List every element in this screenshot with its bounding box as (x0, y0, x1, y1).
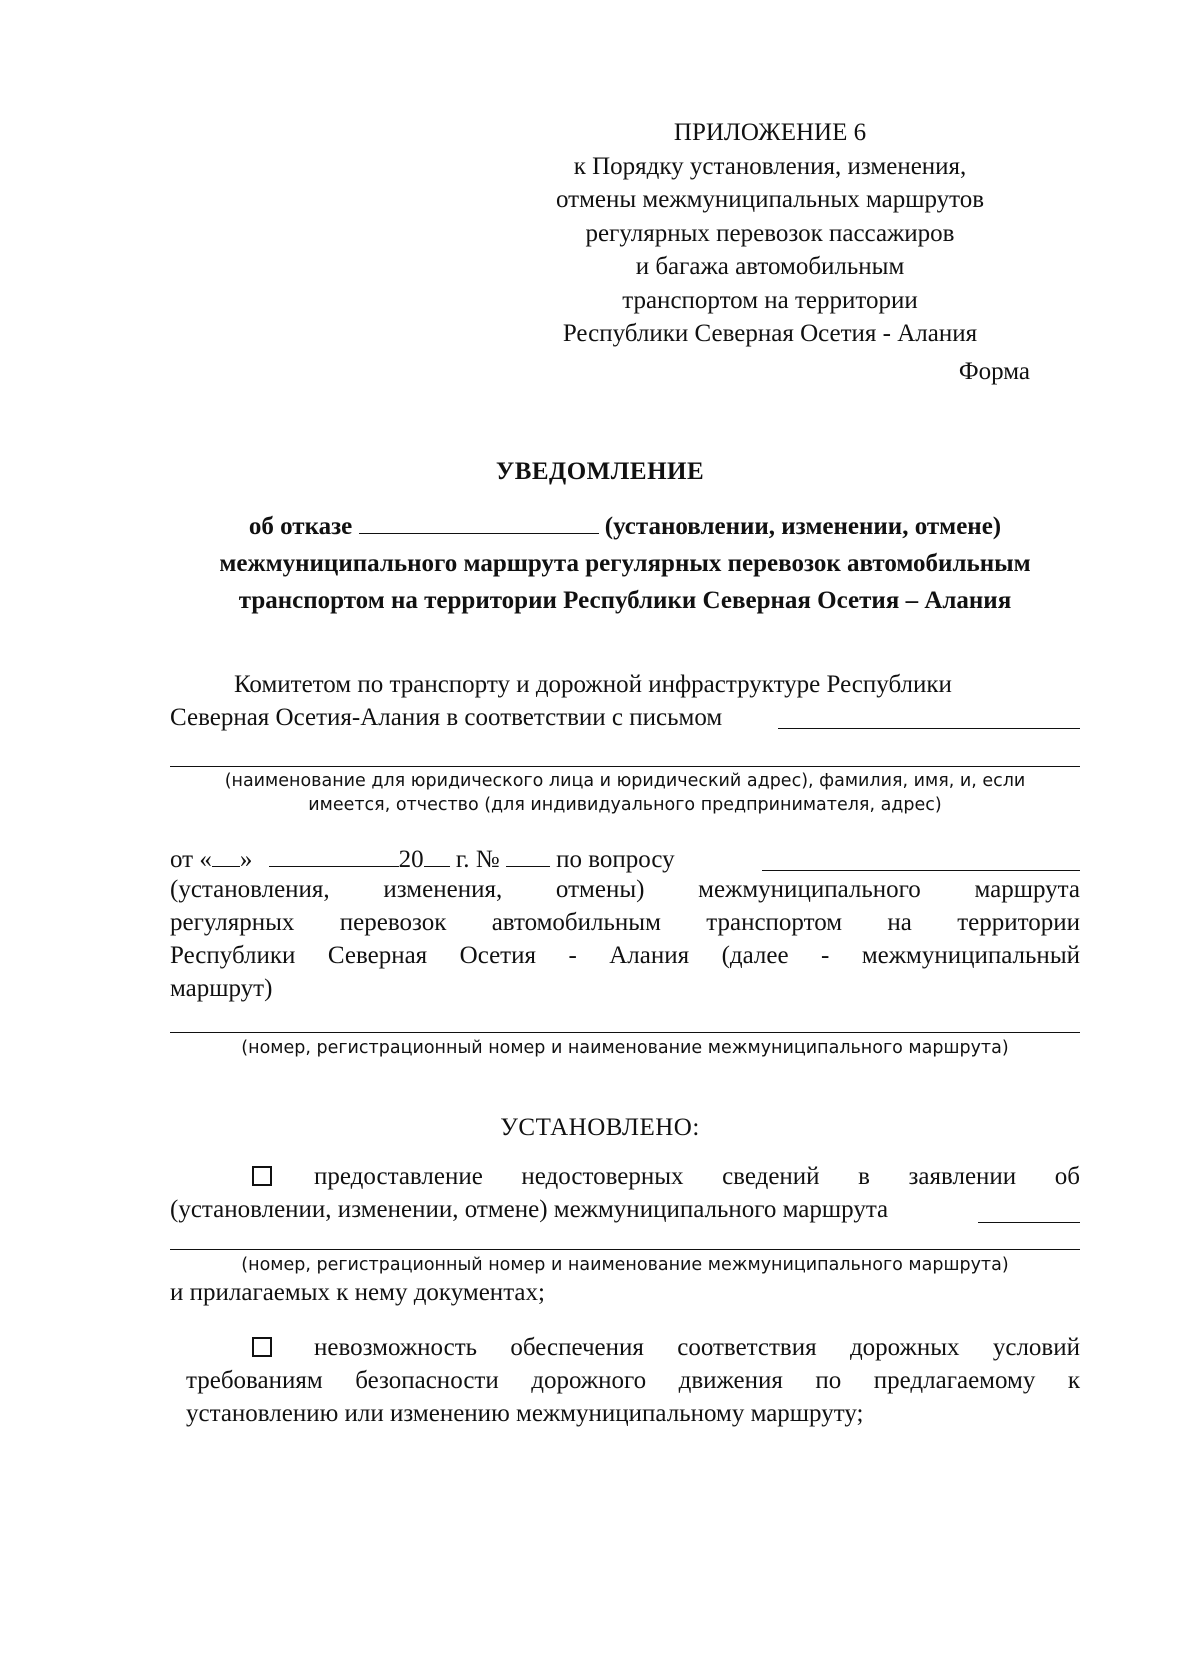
item1-line-1 (248, 1160, 1080, 1193)
route-paragraph (170, 873, 1080, 1005)
item1-blank-line[interactable] (170, 1249, 1080, 1250)
item2-line-1-row (248, 1331, 1080, 1364)
item2-line-3: установлению или изменению межмуниципальному маршруту; (186, 1400, 864, 1427)
appendix-line: Республики Северная Осетия - Алания (562, 320, 978, 347)
intro-line-1: Комитетом по транспорту и дорожной инфраструктуре Республики (234, 671, 952, 698)
applicant-blank-line[interactable] (170, 766, 1080, 767)
item2-rest (186, 1364, 1080, 1430)
appendix-title: ПРИЛОЖЕНИЕ 6 (673, 119, 867, 146)
appendix-line: и багажа автомобильным (635, 253, 905, 280)
form-label: Форма (958, 358, 1030, 385)
applicant-note (170, 769, 1080, 817)
document-subtitle (170, 508, 1080, 619)
route-line-2: регулярных перевозок автомобильным транспортом на территории (170, 909, 1080, 936)
subtitle-row-3: транспортом на территории Республики Северная Осетия – Алания (238, 587, 1012, 614)
item2-line-1 (248, 1331, 1080, 1364)
route-line-1: (установления, изменения, отмены) межмуниципального маршрута (170, 876, 1080, 903)
item2-line-1-text: невозможность обеспечения соответствия дорожных условий (314, 1334, 1080, 1361)
question-label: по вопросу (556, 846, 675, 873)
subtitle-row-2: межмуниципального маршрута регулярных перевозок автомобильным (219, 550, 1031, 577)
question-blank[interactable] (762, 870, 1080, 871)
route-blank-line[interactable] (170, 1032, 1080, 1033)
appendix-line: транспортом на территории (622, 286, 918, 314)
item2-line-2: требованиям безопасности дорожного движения по предлагаемому к (186, 1367, 1080, 1394)
date-row (170, 843, 675, 876)
route-line-3: Республики Северная Осетия - Алания (далее - межмуниципальный (170, 942, 1080, 969)
year-prefix: 20 (398, 846, 424, 873)
refusal-type-blank[interactable] (359, 511, 599, 535)
month-blank[interactable] (269, 844, 399, 868)
route-note: (номер, регистрационный номер и наименование межмуниципального маршрута) (241, 1038, 1009, 1058)
established-heading: УСТАНОВЛЕНО: (500, 1114, 700, 1141)
subtitle-suffix: (установлении, изменении, отмене) (604, 513, 1002, 540)
applicant-note-line-1: (наименование для юридического лица и юридический адрес), фамилия, имя, и, если (224, 771, 1026, 791)
item1-line-1-text: предоставление недостоверных сведений в заявлении об (314, 1163, 1080, 1190)
subtitle-row-1 (170, 508, 1080, 545)
item1-note: (номер, регистрационный номер и наименование межмуниципального маршрута) (241, 1255, 1009, 1275)
item1-line-1-row (248, 1160, 1080, 1193)
date-from-label: от « (170, 846, 212, 873)
document-title: УВЕДОМЛЕНИЕ (495, 458, 705, 485)
intro-line-2-text: Северная Осетия-Алания в соответствии с письмом (170, 704, 723, 731)
subtitle-prefix: об отказе (248, 513, 353, 540)
item1-route-blank[interactable] (978, 1222, 1080, 1223)
applicant-note-line-2: имеется, отчество (для индивидуального предпринимателя, адрес) (308, 795, 942, 815)
checkbox-icon[interactable] (252, 1337, 272, 1357)
appendix-line: регулярных перевозок пассажиров (585, 219, 955, 247)
date-close-quote: » (239, 846, 253, 873)
number-label: г. № (455, 846, 500, 873)
item1-line-2: (установлении, изменении, отмене) межмуниципального маршрута (170, 1196, 889, 1223)
day-blank[interactable] (212, 844, 240, 868)
appendix-block (520, 116, 1020, 351)
checkbox-icon[interactable] (252, 1166, 272, 1186)
appendix-line: к Порядку установления, изменения, (573, 152, 967, 180)
appendix-line: отмены межмуниципальных маршрутов (555, 186, 985, 213)
year-blank[interactable] (424, 844, 450, 868)
number-blank[interactable] (506, 844, 550, 868)
intro-line-2 (170, 701, 722, 734)
route-line-4: маршрут) (170, 975, 273, 1002)
letter-blank[interactable] (778, 728, 1080, 729)
item1-line-3: и прилагаемых к нему документах; (170, 1279, 545, 1306)
